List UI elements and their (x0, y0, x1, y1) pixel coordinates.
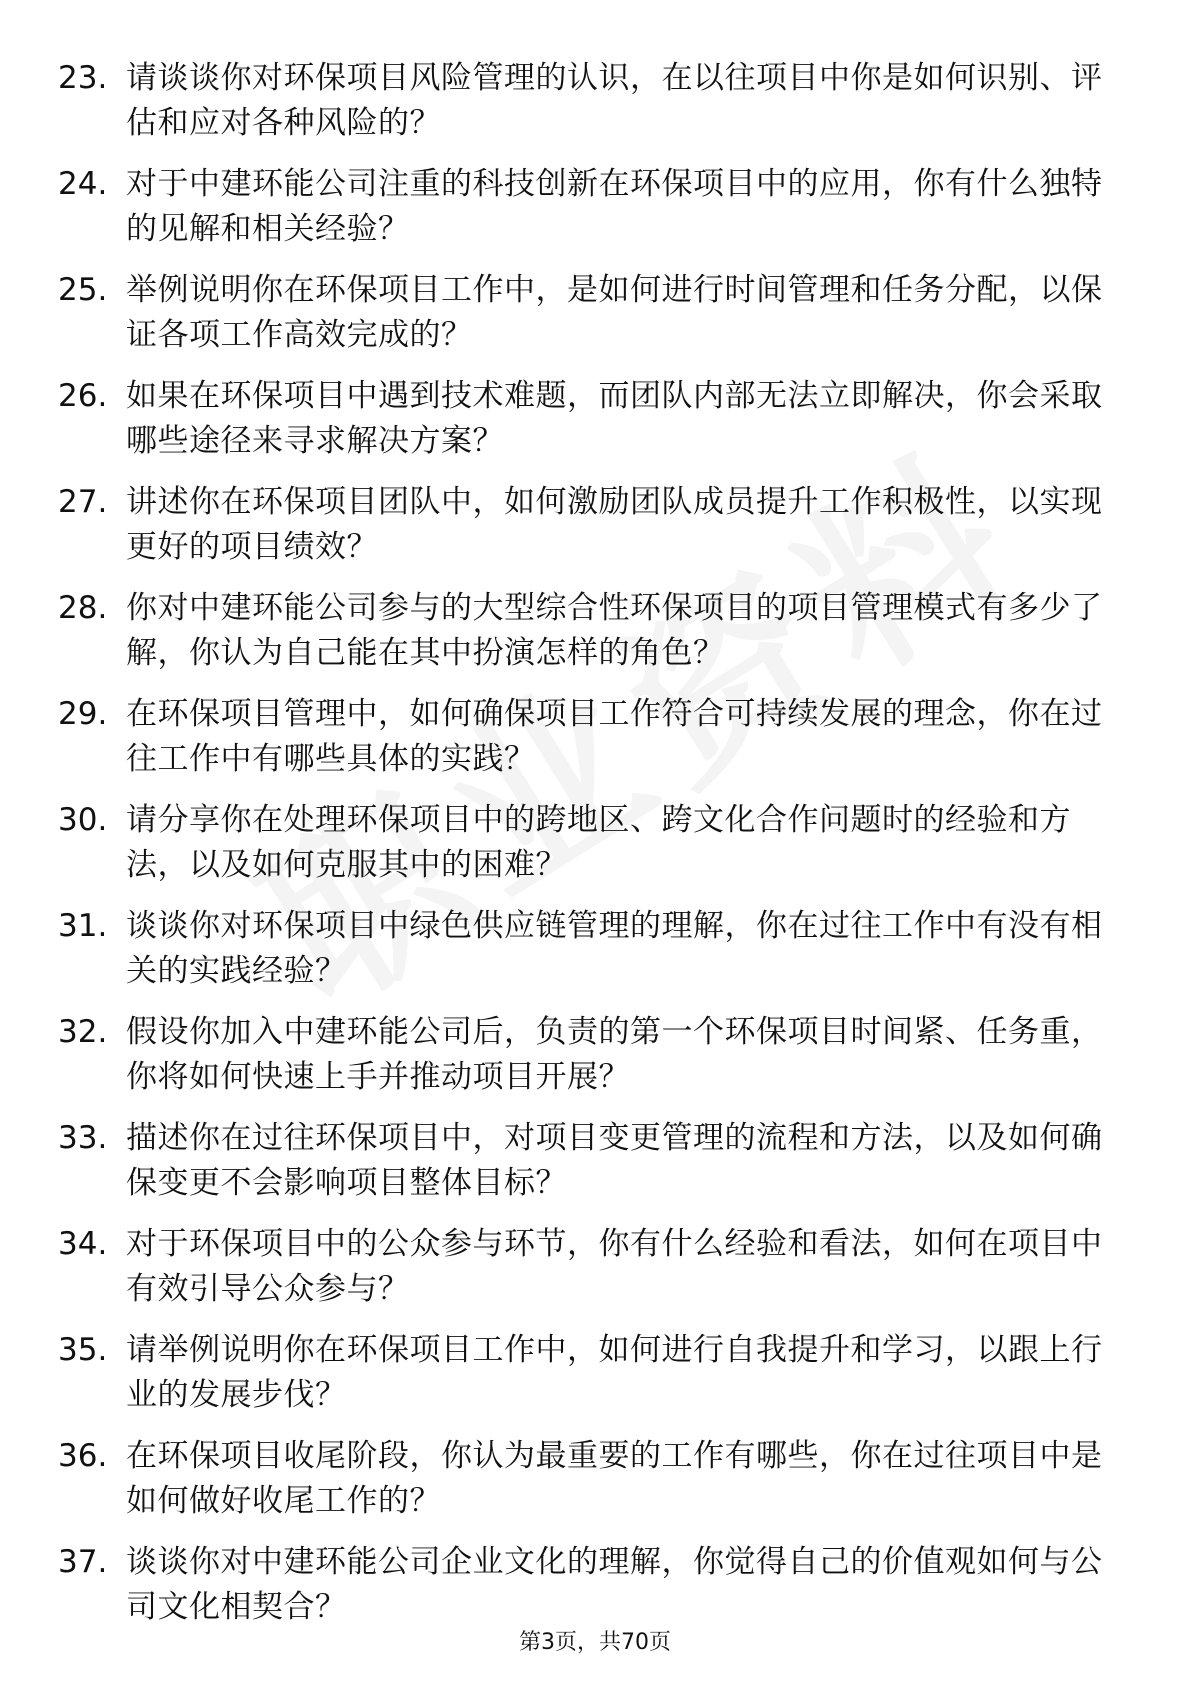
question-text: 谈谈你对中建环能公司企业文化的理解，你觉得自己的价值观如何与公司文化相契合？ (126, 1544, 1103, 1625)
question-item (58, 1540, 1118, 1634)
question-number: 25. (58, 272, 108, 308)
question-item (58, 904, 1118, 998)
question-text: 对于中建环能公司注重的科技创新在环保项目中的应用，你有什么独特的见解和相关经验？ (126, 166, 1103, 247)
question-number: 29. (58, 696, 108, 732)
question-item (58, 480, 1118, 574)
question-number: 26. (58, 378, 108, 414)
question-item (58, 1434, 1118, 1528)
question-item (58, 162, 1118, 256)
question-list (58, 56, 1118, 1646)
question-text: 在环保项目管理中，如何确保项目工作符合可持续发展的理念，你在过往工作中有哪些具体的实践？ (126, 696, 1103, 777)
question-text: 如果在环保项目中遇到技术难题，而团队内部无法立即解决，你会采取哪些途径来寻求解决方案？ (126, 378, 1103, 459)
question-number: 28. (58, 590, 108, 626)
question-text: 你对中建环能公司参与的大型综合性环保项目的项目管理模式有多少了解，你认为自己能在其中扮演怎样的角色？ (126, 590, 1103, 671)
question-item (58, 268, 1118, 362)
question-text: 请谈谈你对环保项目风险管理的认识，在以往项目中你是如何识别、评估和应对各种风险的？ (126, 60, 1103, 141)
question-text: 对于环保项目中的公众参与环节，你有什么经验和看法，如何在项目中有效引导公众参与？ (126, 1226, 1103, 1307)
question-text: 谈谈你对环保项目中绿色供应链管理的理解，你在过往工作中有没有相关的实践经验？ (126, 908, 1103, 989)
question-item (58, 1010, 1118, 1104)
question-number: 32. (58, 1014, 108, 1050)
question-item (58, 1328, 1118, 1422)
question-text: 描述你在过往环保项目中，对项目变更管理的流程和方法，以及如何确保变更不会影响项目整体目标？ (126, 1120, 1103, 1201)
question-number: 34. (58, 1226, 108, 1262)
question-number: 24. (58, 166, 108, 202)
question-text: 假设你加入中建环能公司后，负责的第一个环保项目时间紧、任务重，你将如何快速上手并推动项目开展？ (126, 1014, 1103, 1095)
question-number: 36. (58, 1438, 108, 1474)
question-item (58, 1116, 1118, 1210)
question-text: 请分享你在处理环保项目中的跨地区、跨文化合作问题时的经验和方法，以及如何克服其中的困难？ (126, 802, 1071, 883)
question-item (58, 374, 1118, 468)
question-text: 举例说明你在环保项目工作中，是如何进行时间管理和任务分配，以保证各项工作高效完成的？ (126, 272, 1103, 353)
question-number: 35. (58, 1332, 108, 1368)
question-text: 在环保项目收尾阶段，你认为最重要的工作有哪些，你在过往项目中是如何做好收尾工作的？ (126, 1438, 1103, 1519)
question-number: 37. (58, 1544, 108, 1580)
question-item (58, 692, 1118, 786)
question-item (58, 56, 1118, 150)
question-item (58, 798, 1118, 892)
question-number: 27. (58, 484, 108, 520)
question-number: 31. (58, 908, 108, 944)
question-number: 33. (58, 1120, 108, 1156)
question-number: 23. (58, 60, 108, 96)
question-text: 讲述你在环保项目团队中，如何激励团队成员提升工作积极性，以实现更好的项目绩效？ (126, 484, 1103, 565)
question-item (58, 1222, 1118, 1316)
page-number-footer: 第3页，共70页 (519, 1630, 671, 1655)
question-text: 请举例说明你在环保项目工作中，如何进行自我提升和学习，以跟上行业的发展步伐？ (126, 1332, 1103, 1413)
question-number: 30. (58, 802, 108, 838)
question-item (58, 586, 1118, 680)
